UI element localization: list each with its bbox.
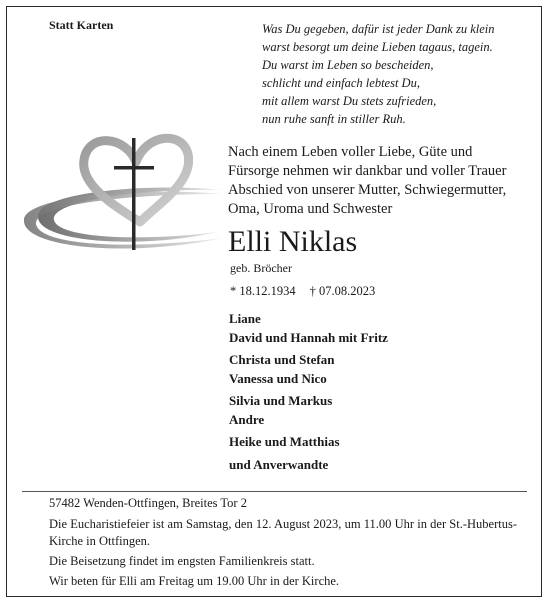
mourner-group — [229, 433, 539, 452]
mourner-line: Heike und Matthias — [229, 434, 340, 449]
mourner-line: Silvia und Markus — [229, 393, 333, 408]
prayer-info: Wir beten für Elli am Freitag um 19.00 Uhr in der Kirche. — [49, 574, 340, 588]
footer-divider — [22, 491, 527, 492]
death-date: † 07.08.2023 — [309, 284, 376, 298]
intro-line: Abschied von unserer Mutter, Schwiegermutter, — [228, 182, 507, 198]
poem — [262, 20, 532, 128]
poem-line: schlicht und einfach lebtest Du, — [262, 76, 420, 90]
mourner-line: Liane — [229, 311, 261, 326]
deceased-name: Elli Niklas — [228, 225, 358, 258]
intro-line: Oma, Uroma und Schwester — [228, 201, 393, 217]
intro-line: Nach einem Leben voller Liebe, Güte und — [228, 144, 473, 160]
poem-line: Was Du gegeben, dafür ist jeder Dank zu klein — [262, 22, 495, 36]
poem-line: Du warst im Leben so bescheiden, — [262, 58, 434, 72]
mourner-line: und Anverwandte — [229, 456, 329, 472]
header-tag: Statt Karten — [49, 18, 114, 32]
intro-line: Fürsorge nehmen wir dankbar und voller Trauer — [228, 163, 507, 179]
mourner-line: Vanessa und Nico — [229, 370, 327, 386]
mourners-list — [229, 310, 539, 478]
footer — [49, 495, 517, 590]
mourner-group — [229, 392, 539, 429]
poem-line: nun ruhe sanft in stiller Ruh. — [262, 112, 406, 126]
intro-text — [228, 143, 538, 219]
address: 57482 Wenden-Ottfingen, Breites Tor 2 — [49, 496, 247, 510]
poem-line: warst besorgt um deine Lieben tagaus, tagein. — [262, 40, 493, 54]
mourner-group — [229, 456, 539, 475]
burial-info: Die Beisetzung findet im engsten Familienkreis statt. — [49, 554, 315, 568]
maiden-name: geb. Bröcher — [230, 261, 292, 275]
mourner-group — [229, 351, 539, 388]
mourner-line: Andre — [229, 411, 265, 427]
mourner-group — [229, 310, 539, 347]
mourner-line: Christa und Stefan — [229, 352, 335, 367]
poem-line: mit allem warst Du stets zufrieden, — [262, 94, 437, 108]
mourner-line: David und Hannah mit Fritz — [229, 329, 388, 345]
mass-info: Die Eucharistiefeier ist am Samstag, den 12. August 2023, um 11.00 Uhr in der St.-Hubertus-Kirche in Ottfingen. — [49, 517, 517, 548]
heart-cross-icon — [18, 124, 228, 256]
birth-date: * 18.12.1934 — [230, 284, 296, 298]
life-dates — [230, 284, 375, 299]
